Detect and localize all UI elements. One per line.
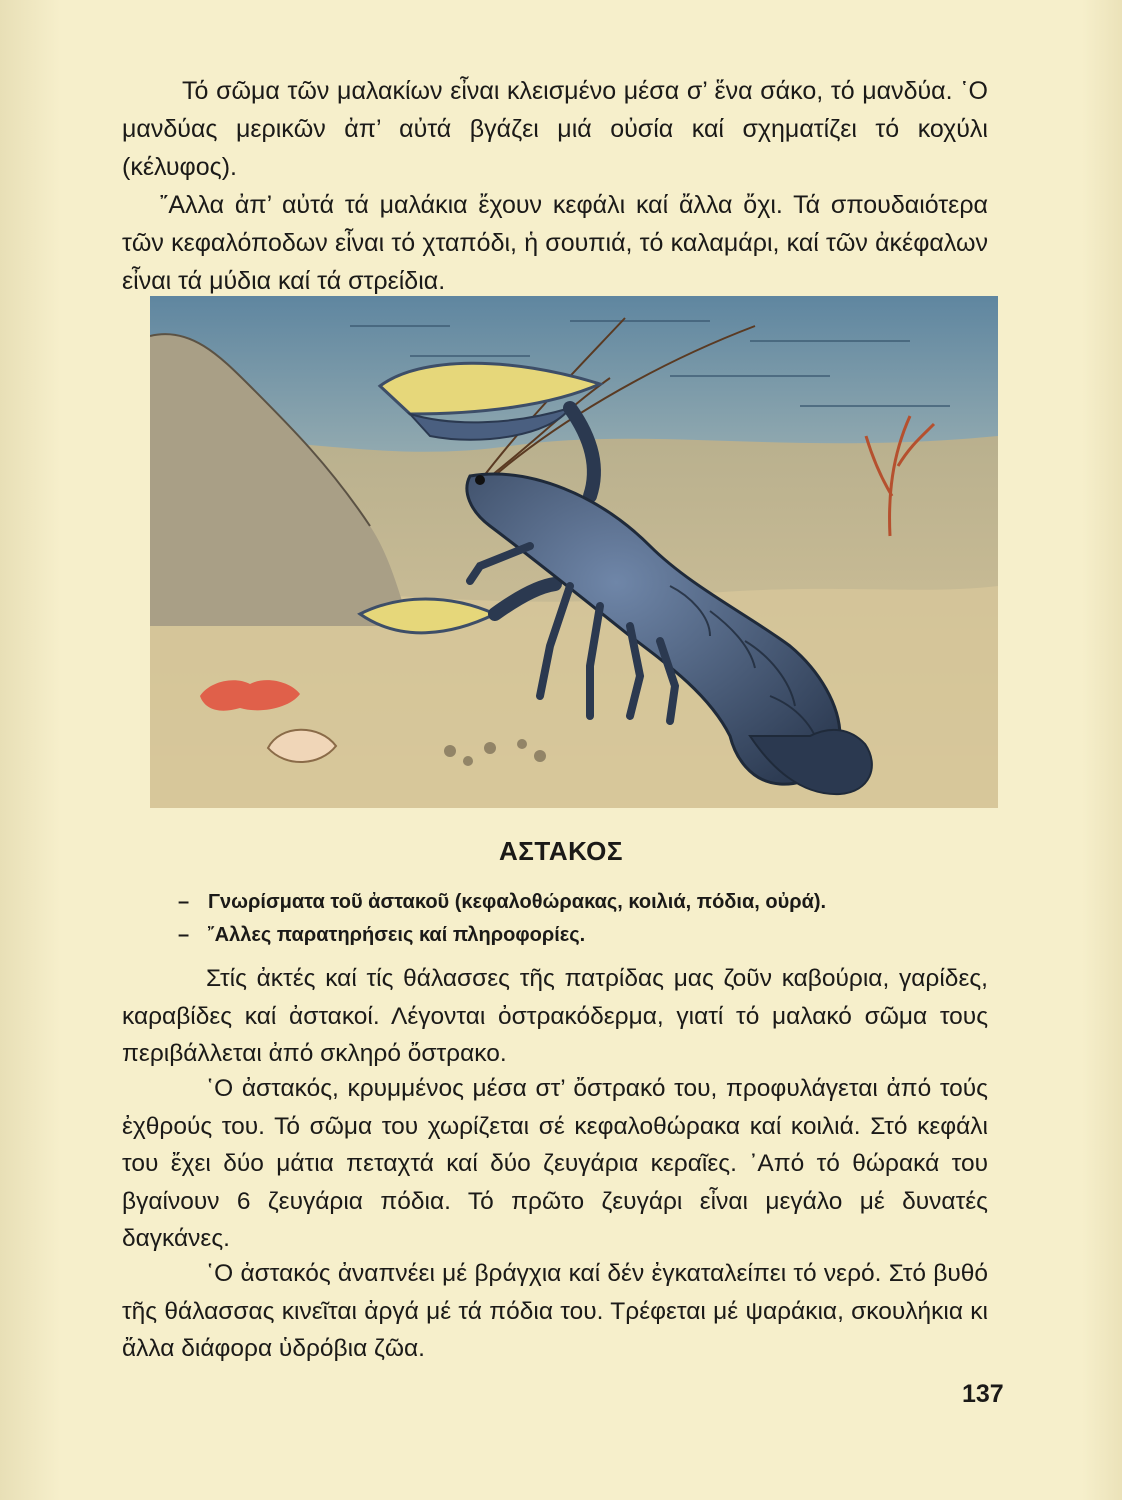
paragraph-cephalopods: ῎Αλλα ἀπ’ αὐτά τά μαλάκια ἔχουν κεφάλι καί ἄλλα ὄχι. Τά σπουδαιότερα τῶν κεφαλόποδων εἶναι τό χταπόδι, ἡ σουπιά, τό καλαμάρι, καί τῶν ἀκέφαλων εἶναι τά μύδια καί τά στρείδια. — [122, 191, 988, 295]
bullet-text: Γνωρίσματα τοῦ ἀστακοῦ (κεφαλοθώρακας, κοιλιά, πόδια, οὐρά). — [208, 891, 827, 913]
paragraph-crustaceans: Στίς ἀκτές καί τίς θάλασσες τῆς πατρίδας μας ζοῦν καβούρια, γαρίδες, καραβίδες καί ἀστακοί. Λέγονται ὀστρακόδερμα, γιατί τό μαλακό σῶμα τους περιβάλλεται ἀπό σκληρό ὄστρακο. — [122, 965, 988, 1067]
page-gutter-shadow — [0, 0, 60, 1500]
study-questions-list — [178, 886, 998, 952]
bullet-text: ῎Αλλες παρατηρήσεις καί πληροφορίες. — [208, 924, 586, 946]
lobster-illustration — [150, 296, 998, 808]
list-item — [178, 886, 998, 919]
paragraph-molluscs-mantle: Τό σῶμα τῶν μαλακίων εἶναι κλεισμένο μέσα σ’ ἕνα σάκο, τό μανδύα. ῾Ο μανδύας μερικῶν ἀπ’ αὐτά βγάζει μιά οὐσία καί σχηματίζει τό κοχύλι (κέλυφος). — [122, 77, 988, 181]
paragraph-lobster-habitat: ῾Ο ἀστακός ἀναπνέει μέ βράγχια καί δέν ἐγκαταλείπει τό νερό. Στό βυθό τῆς θάλασσας κινεῖται ἀργά μέ τά πόδια του. Τρέφεται μέ ψαράκια, σκουλήκια κι ἄλλα διάφορα ὑδρόβια ζῶα. — [122, 1260, 988, 1362]
page-edge-shadow — [1082, 0, 1122, 1500]
bullet-dash: – — [178, 924, 190, 946]
page-number: 137 — [962, 1380, 1004, 1408]
lobster-seabed-drawing — [150, 296, 998, 808]
paragraph-lobster-body: ῾Ο ἀστακός, κρυμμένος μέσα στ’ ὄστρακό του, προφυλάγεται ἀπό τούς ἐχθρούς του. Τό σῶμα του χωρίζεται σέ κεφαλοθώρακα καί κοιλιά. Στό κεφάλι του ἔχει δύο μάτια πεταχτά καί δύο ζευγάρια κεραῖες. ᾿Από τό θώρακά του βγαίνουν 6 ζευγάρια πόδια. Τό πρῶτο ζευγάρι εἶναι μεγάλο μέ δυνατές δαγκάνες. — [122, 1075, 988, 1252]
lobster-eye — [475, 475, 485, 485]
list-item — [178, 919, 998, 952]
illustration-caption: ΑΣΤΑΚΟΣ — [498, 836, 624, 866]
bullet-dash: – — [178, 891, 190, 913]
